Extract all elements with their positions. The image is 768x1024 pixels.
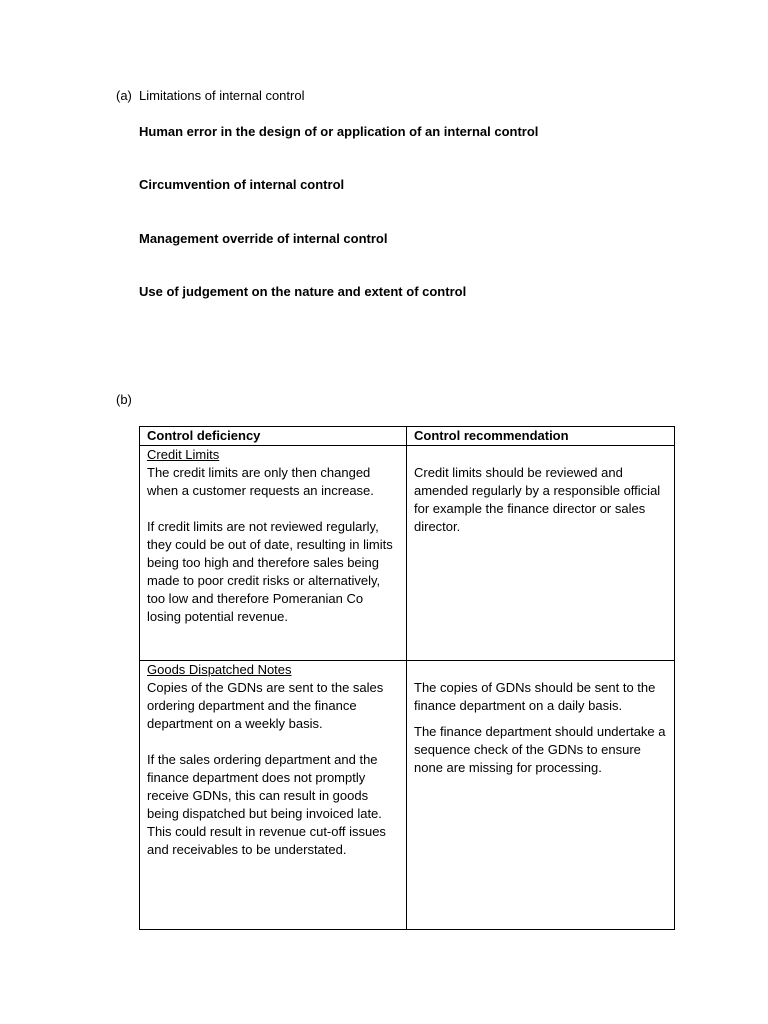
section-a-heading	[116, 88, 304, 103]
recommendation-text: Credit limits should be reviewed and amended regularly by a responsible official for example the finance director or sales director.	[414, 465, 661, 534]
deficiency-cell	[140, 661, 407, 930]
deficiency-text: If the sales ordering department and the finance department does not promptly receive GDNs, this can result in goods being dispatched but being invoiced late. This could result in revenue cut-off issues and receivables to be understated.	[147, 752, 386, 857]
deficiency-cell	[140, 446, 407, 661]
section-a-title: Limitations of internal control	[139, 88, 305, 103]
recommendation-text: The copies of GDNs should be sent to the finance department on a daily basis.	[414, 680, 656, 713]
limitation-item: Use of judgement on the nature and extent of control	[139, 284, 467, 299]
section-a-marker: (a)	[116, 88, 132, 103]
header-control-recommendation: Control recommendation	[407, 427, 675, 446]
recommendation-cell	[407, 446, 675, 661]
deficiency-text: If credit limits are not reviewed regularly, they could be out of date, resulting in limits being too high and therefore sales being made to poor credit risks or alternatively, too low and therefore Pomeranian Co losing potential revenue.	[147, 519, 393, 624]
table-row	[140, 661, 675, 930]
section-b-marker: (b)	[116, 392, 132, 407]
deficiency-text: Copies of the GDNs are sent to the sales ordering department and the finance department on a weekly basis.	[147, 680, 384, 731]
table-header-row	[140, 427, 675, 446]
limitation-item: Human error in the design of or application of an internal control	[139, 124, 539, 139]
row-subheading: Goods Dispatched Notes	[147, 662, 292, 677]
row-subheading: Credit Limits	[147, 447, 220, 462]
deficiency-text: The credit limits are only then changed when a customer requests an increase.	[147, 465, 374, 498]
table-row	[140, 446, 675, 661]
controls-table	[139, 426, 675, 930]
limitation-item: Management override of internal control	[139, 231, 388, 246]
header-control-deficiency: Control deficiency	[140, 427, 407, 446]
recommendation-text: The finance department should undertake a sequence check of the GDNs to ensure none are missing for processing.	[414, 724, 666, 775]
recommendation-cell	[407, 661, 675, 930]
limitation-item: Circumvention of internal control	[139, 177, 345, 192]
